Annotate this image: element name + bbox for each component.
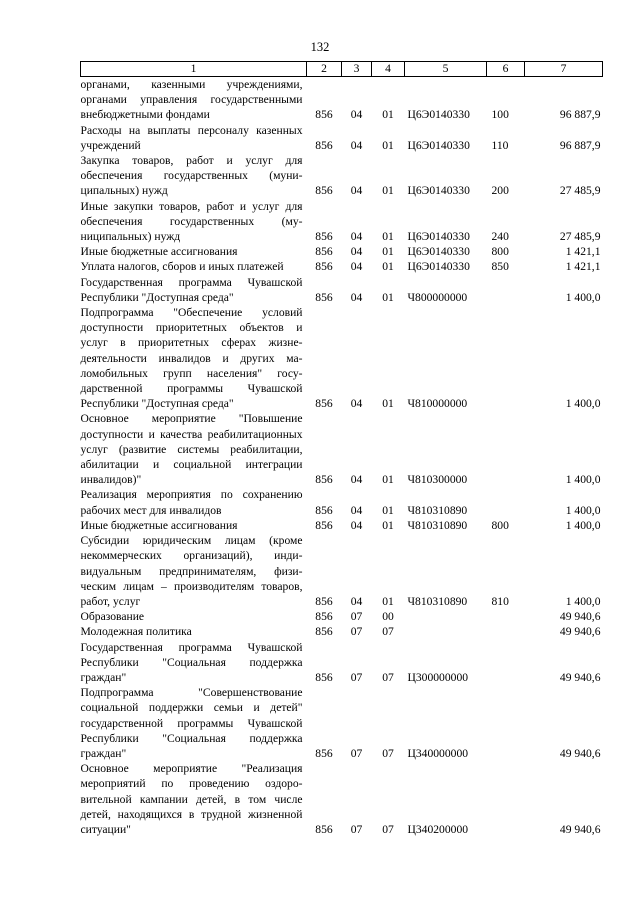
- row-sum: 49 940,6: [559, 625, 601, 639]
- row-csr: Ц6Э0140330: [407, 260, 470, 274]
- table-row: [81, 153, 603, 199]
- row-ved: 856: [315, 245, 333, 259]
- row-csr: Ц340000000: [407, 746, 469, 760]
- row-csr: Ч800000000: [407, 290, 468, 304]
- row-name: Основное мероприятие "Повышение доступности и качества реабилитационных услуг (развитие системы реабилитации, абилитации и социальной интеграции инвалидов)": [80, 412, 303, 487]
- row-name: Государственная программа Чувашской Республики "Социальная поддержка граждан": [80, 640, 303, 684]
- table-body: [81, 77, 603, 838]
- row-vr: [487, 761, 525, 837]
- row-vr: 800: [491, 245, 509, 259]
- row-rz: 04: [350, 138, 363, 152]
- row-rz: 04: [350, 108, 363, 122]
- row-rz: 04: [350, 245, 363, 259]
- row-vr: 850: [491, 260, 509, 274]
- row-name: органами, казенными учреждениями, органами управления государственными внебюджетными фондами: [80, 78, 303, 122]
- row-vr: [487, 624, 525, 639]
- row-name: Подпрограмма "Обеспечение условий доступности приоритетных объектов и услуг в приоритетных сферах жизнедеятельности инвалидов и других маломобильных групп населения" государственной программы Чувашской Республики "Доступная среда": [80, 306, 303, 411]
- row-ved: 856: [315, 473, 333, 487]
- row-name: Расходы на выплаты персоналу казенных учреждений: [80, 123, 303, 152]
- row-name: Субсидии юридическим лицам (кроме некоммерческих организаций), индивидуальным предпринимателям, физическим лицам – производителям товаров, работ, услуг: [80, 534, 303, 608]
- header-col-1: 1: [81, 62, 307, 77]
- row-vr: 800: [491, 518, 509, 532]
- row-name: Иные бюджетные ассигнования: [80, 245, 238, 259]
- row-pr: 07: [382, 746, 394, 760]
- row-csr: Ц6Э0140330: [407, 108, 470, 122]
- row-rz: 04: [350, 594, 363, 608]
- table-row: [81, 259, 603, 274]
- row-sum: 1 400,0: [565, 503, 601, 517]
- table-row: [81, 761, 603, 837]
- row-ved: 856: [315, 397, 333, 411]
- row-pr: 01: [382, 108, 394, 122]
- row-rz: 07: [350, 670, 363, 684]
- row-csr: Ц6Э0140330: [407, 138, 470, 152]
- row-name: Реализация мероприятия по сохранению рабочих мест для инвалидов: [80, 488, 303, 517]
- table-row: [81, 533, 603, 609]
- row-csr: [405, 609, 487, 624]
- row-csr: Ц6Э0140330: [407, 230, 470, 244]
- row-ved: 856: [315, 230, 333, 244]
- table-row: [81, 77, 603, 123]
- row-sum: 49 940,6: [559, 746, 601, 760]
- row-ved: 856: [315, 138, 333, 152]
- row-rz: 04: [350, 260, 363, 274]
- row-ved: 856: [315, 108, 333, 122]
- row-csr: Ц6Э0140330: [407, 245, 470, 259]
- row-pr: 01: [382, 184, 394, 198]
- row-ved: 856: [315, 670, 333, 684]
- row-rz: 04: [350, 290, 363, 304]
- row-vr: 810: [491, 594, 509, 608]
- row-sum: 49 940,6: [559, 610, 601, 624]
- row-csr: Ч810310890: [407, 594, 468, 608]
- row-pr: 07: [382, 822, 394, 836]
- row-rz: 07: [350, 822, 363, 836]
- row-pr: 00: [382, 610, 394, 624]
- row-csr: Ц6Э0140330: [407, 184, 470, 198]
- row-name: Иные закупки товаров, работ и услуг для обеспечения государственных (муниципальных) нужд: [80, 199, 303, 244]
- row-vr: [487, 305, 525, 411]
- page-number: 132: [310, 40, 330, 54]
- row-pr: 07: [382, 670, 394, 684]
- header-col-6: 6: [487, 62, 525, 77]
- row-vr: [487, 685, 525, 761]
- row-vr: 240: [491, 230, 509, 244]
- header-col-5: 5: [405, 62, 487, 77]
- row-rz: 07: [350, 625, 363, 639]
- row-vr: [487, 275, 525, 305]
- row-pr: 01: [382, 518, 394, 532]
- row-ved: 856: [315, 746, 333, 760]
- row-pr: 01: [382, 138, 394, 152]
- row-sum: 1 400,0: [565, 397, 601, 411]
- row-pr: 01: [382, 260, 394, 274]
- row-vr: 110: [491, 138, 509, 152]
- header-col-3: 3: [342, 62, 372, 77]
- row-ved: 856: [315, 822, 333, 836]
- row-csr: [405, 624, 487, 639]
- table-row: [81, 487, 603, 517]
- budget-table: [80, 61, 603, 837]
- table-row: [81, 275, 603, 305]
- row-vr: [487, 640, 525, 686]
- row-ved: 856: [315, 610, 333, 624]
- row-rz: 04: [350, 473, 363, 487]
- row-sum: 1 400,0: [565, 473, 601, 487]
- table-header: [81, 62, 603, 77]
- row-ved: 856: [315, 625, 333, 639]
- row-ved: 856: [315, 290, 333, 304]
- row-vr: [487, 609, 525, 624]
- row-sum: 96 887,9: [559, 138, 601, 152]
- header-col-4: 4: [372, 62, 405, 77]
- table-row: [81, 624, 603, 639]
- row-csr: Ч810000000: [407, 397, 468, 411]
- row-rz: 04: [350, 397, 363, 411]
- table-row: [81, 244, 603, 259]
- row-rz: 04: [350, 184, 363, 198]
- table-row: [81, 685, 603, 761]
- row-sum: 1 421,1: [565, 245, 601, 259]
- row-ved: 856: [315, 184, 333, 198]
- row-csr: Ч810310890: [407, 503, 468, 517]
- row-name: Закупка товаров, работ и услуг для обеспечения государственных (муниципальных) нужд: [80, 154, 303, 198]
- row-name: Основное мероприятие "Реализация мероприятий по проведению оздоровительной кампании детей, в том числе детей, находящихся в трудной жизненной ситуации": [80, 762, 303, 836]
- table-row: [81, 609, 603, 624]
- row-vr: 200: [491, 184, 509, 198]
- table-row: [81, 518, 603, 533]
- row-ved: 856: [315, 518, 333, 532]
- row-ved: 856: [315, 503, 333, 517]
- header-col-2: 2: [307, 62, 342, 77]
- row-name: Иные бюджетные ассигнования: [80, 518, 238, 532]
- row-csr: Ц300000000: [407, 670, 469, 684]
- row-csr: Ч810300000: [407, 473, 468, 487]
- row-sum: 1 400,0: [565, 518, 601, 532]
- row-vr: [487, 411, 525, 487]
- row-pr: 01: [382, 397, 394, 411]
- row-name: Подпрограмма "Совершенствование социальной поддержки семьи и детей" государственной программы Чувашской Республики "Социальная поддержка граждан": [80, 686, 303, 760]
- row-sum: 1 400,0: [565, 290, 601, 304]
- row-pr: 01: [382, 245, 394, 259]
- row-sum: 1 400,0: [565, 594, 601, 608]
- row-pr: 01: [382, 290, 394, 304]
- row-pr: 07: [382, 625, 394, 639]
- row-name: Образование: [80, 610, 145, 624]
- row-sum: 27 485,9: [559, 184, 601, 198]
- row-sum: 49 940,6: [559, 822, 601, 836]
- table-row: [81, 123, 603, 153]
- row-pr: 01: [382, 594, 394, 608]
- row-name: Государственная программа Чувашской Республики "Доступная среда": [80, 275, 303, 304]
- table-row: [81, 305, 603, 411]
- row-rz: 04: [350, 518, 363, 532]
- row-ved: 856: [315, 594, 333, 608]
- row-vr: 100: [491, 108, 509, 122]
- table-row: [81, 640, 603, 686]
- row-csr: Ц340200000: [407, 822, 469, 836]
- row-rz: 04: [350, 503, 363, 517]
- row-rz: 07: [350, 746, 363, 760]
- row-sum: 96 887,9: [559, 108, 601, 122]
- row-pr: 01: [382, 503, 394, 517]
- row-sum: 49 940,6: [559, 670, 601, 684]
- row-ved: 856: [315, 260, 333, 274]
- row-rz: 04: [350, 230, 363, 244]
- row-pr: 01: [382, 473, 394, 487]
- row-vr: [487, 487, 525, 517]
- row-pr: 01: [382, 230, 394, 244]
- table-row: [81, 411, 603, 487]
- table-row: [81, 199, 603, 245]
- row-rz: 07: [350, 610, 363, 624]
- row-name: Уплата налогов, сборов и иных платежей: [80, 260, 284, 274]
- row-csr: Ч810310890: [407, 518, 468, 532]
- header-col-7: 7: [525, 62, 603, 77]
- row-name: Молодежная политика: [80, 625, 192, 639]
- header-row: [81, 62, 603, 77]
- row-sum: 27 485,9: [559, 230, 601, 244]
- row-sum: 1 421,1: [565, 260, 601, 274]
